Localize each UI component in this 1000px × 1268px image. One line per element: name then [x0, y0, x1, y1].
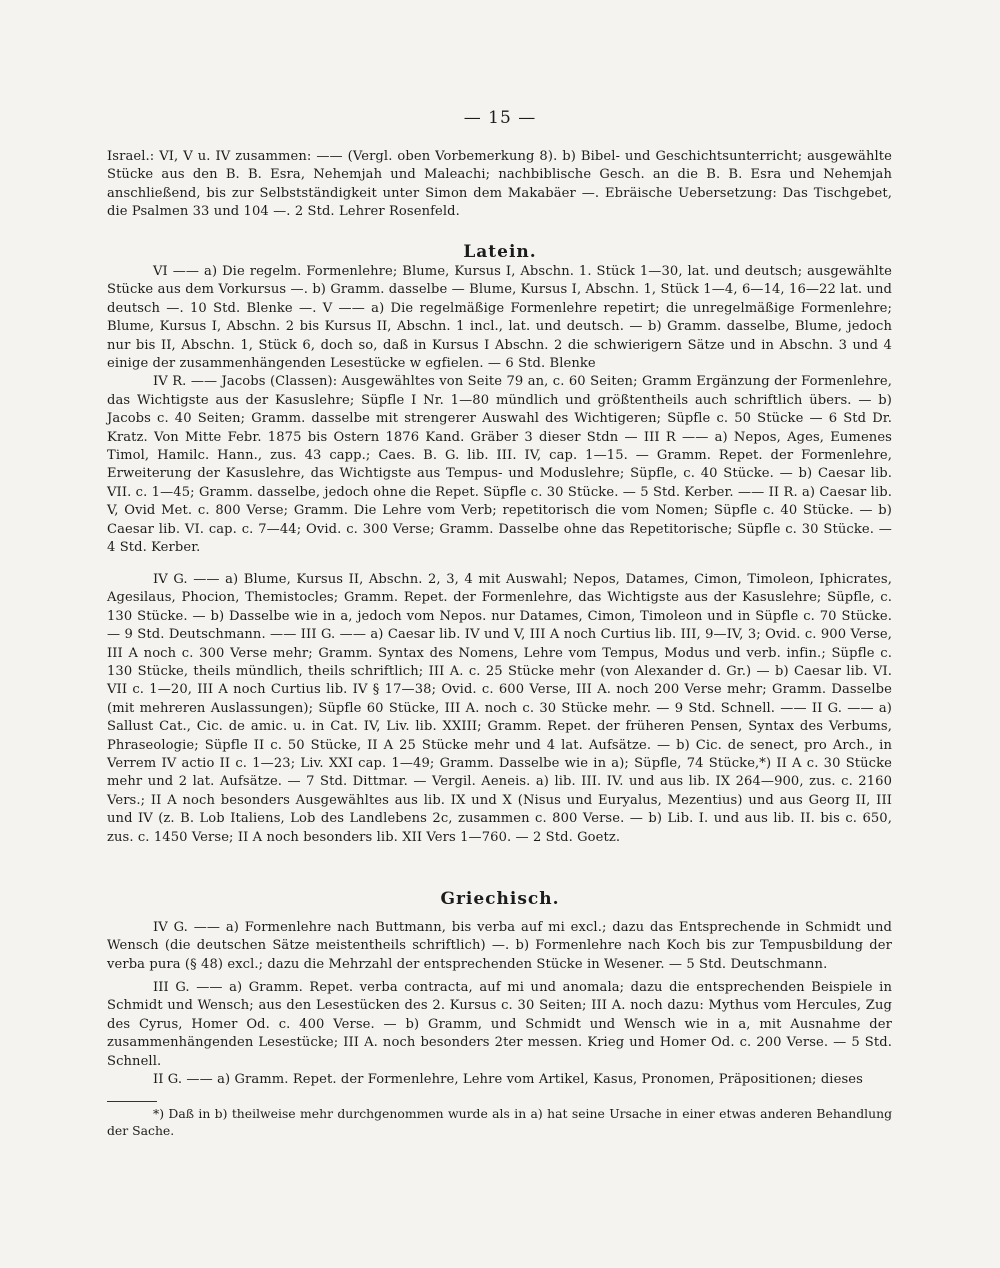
section-israel	[107, 148, 892, 222]
page-number: — 15 —	[463, 108, 537, 128]
latein-paragraph-vi-v: VI —— a) Die regelm. Formenlehre; Blume, Kursus I, Abschn. 1. Stück 1—30, lat. und deutsch; ausgewählte Stücke aus dem Vorkursus —. b) Gramm. dasselbe — Blume, Kursus I, Abschn. 1, Stück 1—4, 6—14, 16—22 lat. und deutsch —. 10 Std. Blenke —. V —— a) Die regelmäßige Formenlehre repetirt; die unregelmäßige Formenlehre; Blume, Kursus I, Abschn. 2 bis Kursus II, Abschn. 1 incl., lat. und deutsch. — b) Gramm. dasselbe, Blume, jedoch nur bis II, Abschn. 1, Stück 6, doch so, daß in Kursus I Abschn. 2 die schwierigern Sätze und in Abschn. 3 und 4 einige der zusammenhängenden Lesestücke w egfielen. — 6 Std. Blenke	[107, 264, 892, 372]
latein-paragraph-iv-g: IV G. —— a) Blume, Kursus II, Abschn. 2, 3, 4 mit Auswahl; Nepos, Datames, Cimon, Timoleon, Iphicrates, Agesilaus, Phocion, Themistocles; Gramm. Repet. der Formenlehre, das Wichtigste aus der Kasuslehre; Süpfle, c. 130 Stücke. — b) Dasselbe wie in a, jedoch vom Nepos. nur Datames, Cimon, Timoleon und in Süpfle c. 70 Stücke. — 9 Std. Deutschmann. —— III G. —— a) Caesar lib. IV und V, III A noch Curtius lib. III, 9—IV, 3; Ovid. c. 900 Verse, III A noch c. 300 Verse mehr; Gramm. Syntax des Nomens, Lehre vom Tempus, Modus und verb. infin.; Süpfle c. 130 Stücke, theils mündlich, theils schriftlich; III A. c. 25 Stücke mehr (von Alexander d. Gr.) — b) Caesar lib. VI. VII c. 1—20, III A noch Curtius lib. IV § 17—38; Ovid. c. 600 Verse, III A. noch 200 Verse mehr; Gramm. Dasselbe (mit mehreren Auslassungen); Süpfle 60 Stücke, III A. noch c. 30 Stücke mehr. — 9 Std. Schnell. —— II G. —— a) Sallust Cat., Cic. de amic. u. in Cat. IV, Liv. lib. XXIII; Gramm. Repet. der früheren Pensen, Syntax des Verbums, Phraseologie; Süpfle II c. 50 Stücke, II A 25 Stücke mehr und 4 lat. Aufsätze. — b) Cic. de senect, pro Arch., in Verrem IV actio II c. 1—23; Liv. XXI cap. 1—49; Gramm. Dasselbe wie in a); Süpfle, 74 Stücke,*) II A c. 30 Stücke mehr und 2 lat. Aufsätze. — 7 Std. Dittmar. — Vergil. Aeneis. a) lib. III. IV. und aus lib. IX 264—900, zus. c. 2160 Vers.; II A noch besonders Ausgewähltes aus lib. IX und X (Nisus und Euryalus, Mezentius) und aus Georg II, III und IV (z. B. Lob Italiens, Lob des Landlebens 2c, zusammen c. 800 Verse. — b) Lib. I. und aus lib. II. bis c. 650, zus. c. 1450 Verse; II A noch besonders lib. XII Vers 1—760. — 2 Std. Goetz.	[107, 572, 892, 845]
footnote-rule	[107, 1101, 157, 1102]
section-griechisch	[107, 919, 892, 974]
section-latein	[107, 263, 892, 558]
section-latein-gymnasium	[107, 571, 892, 847]
griechisch-paragraph-iv-g: IV G. —— a) Formenlehre nach Buttmann, bis verba auf mi excl.; dazu das Entsprechende in Schmidt und Wensch (die deutschen Sätze meistentheils schriftlich) —. b) Formenlehre nach Koch bis zur Tempusbildung der verba pura (§ 48) excl.; dazu die Mehrzahl der entsprechenden Stücke in Wesener. — 5 Std. Deutschmann.	[107, 920, 892, 972]
heading-latein: Latein.	[463, 242, 537, 262]
griechisch-paragraph-ii-g: II G. —— a) Gramm. Repet. der Formenlehre, Lehre vom Artikel, Kasus, Pronomen, Präpositionen; dieses	[153, 1072, 863, 1088]
latein-paragraph-iv-r: IV R. —— Jacobs (Classen): Ausgewähltes von Seite 79 an, c. 60 Seiten; Gramm Ergänzung der Formenlehre, das Wichtigste aus der Kasuslehre; Süpfle I Nr. 1—80 mündlich und größtentheils auch schriftlich übers. — b) Jacobs c. 40 Seiten; Gramm. dasselbe mit strengerer Auswahl des Wichtigeren; Süpfle c. 50 Stücke — 6 Std Dr. Kratz. Von Mitte Febr. 1875 bis Ostern 1876 Kand. Gräber 3 dieser Stdn — III R —— a) Nepos, Ages, Eumenes Timol, Hamilc. Hann., zus. 43 capp.; Caes. B. G. lib. III. IV, cap. 1—15. — Gramm. Repet. der Formenlehre, Erweiterung der Kasuslehre, das Wichtigste aus Tempus- und Moduslehre; Süpfle, c. 40 Stücke. — b) Caesar lib. VII. c. 1—45; Gramm. dasselbe, jedoch ohne die Repet. Süpfle c. 30 Stücke. — 5 Std. Kerber. —— II R. a) Caesar lib. V, Ovid Met. c. 800 Verse; Gramm. Die Lehre vom Verb; repetitorisch die vom Nomen; Süpfle c. 40 Stücke. — b) Caesar lib. VI. cap. c. 7—44; Ovid. c. 300 Verse; Gramm. Dasselbe ohne das Repetitorische; Süpfle c. 30 Stücke. — 4 Std. Kerber.	[107, 374, 892, 556]
israel-paragraph: Israel.: VI, V u. IV zusammen: —— (Vergl. oben Vorbemerkung 8). b) Bibel- und Geschichtsunterricht; ausgewählte Stücke aus den B. B. Esra, Nehemjah und Maleachi; nachbiblische Gesch. an die B. B. Esra und Nehemjah anschließend, bis zur Selbstständigkeit unter Simon dem Makabäer —. Ebräische Uebersetzung: Das Tischgebet, die Psalmen 33 und 104 —. 2 Std. Lehrer Rosenfeld.	[107, 149, 892, 220]
footnote	[107, 1105, 892, 1139]
section-griechisch-2	[107, 979, 892, 1089]
footnote-text: *) Daß in b) theilweise mehr durchgenommen wurde als in a) hat seine Ursache in einer etwas anderen Behandlung der Sache.	[107, 1106, 892, 1138]
heading-griechisch: Griechisch.	[440, 889, 560, 909]
griechisch-paragraph-iii-g: III G. —— a) Gramm. Repet. verba contracta, auf mi und anomala; dazu die entsprechenden Beispiele in Schmidt und Wensch; aus den Lesestücken des 2. Kursus c. 30 Seiten; III A. noch dazu: Mythus vom Hercules, Zug des Cyrus, Homer Od. c. 400 Verse. — b) Gramm, und Schmidt und Wensch wie in a, mit Ausnahme der zusammenhängenden Lesestücke; III A. noch besonders 2ter messen. Krieg und Homer Od. c. 200 Verse. — 5 Std. Schnell.	[107, 980, 892, 1069]
